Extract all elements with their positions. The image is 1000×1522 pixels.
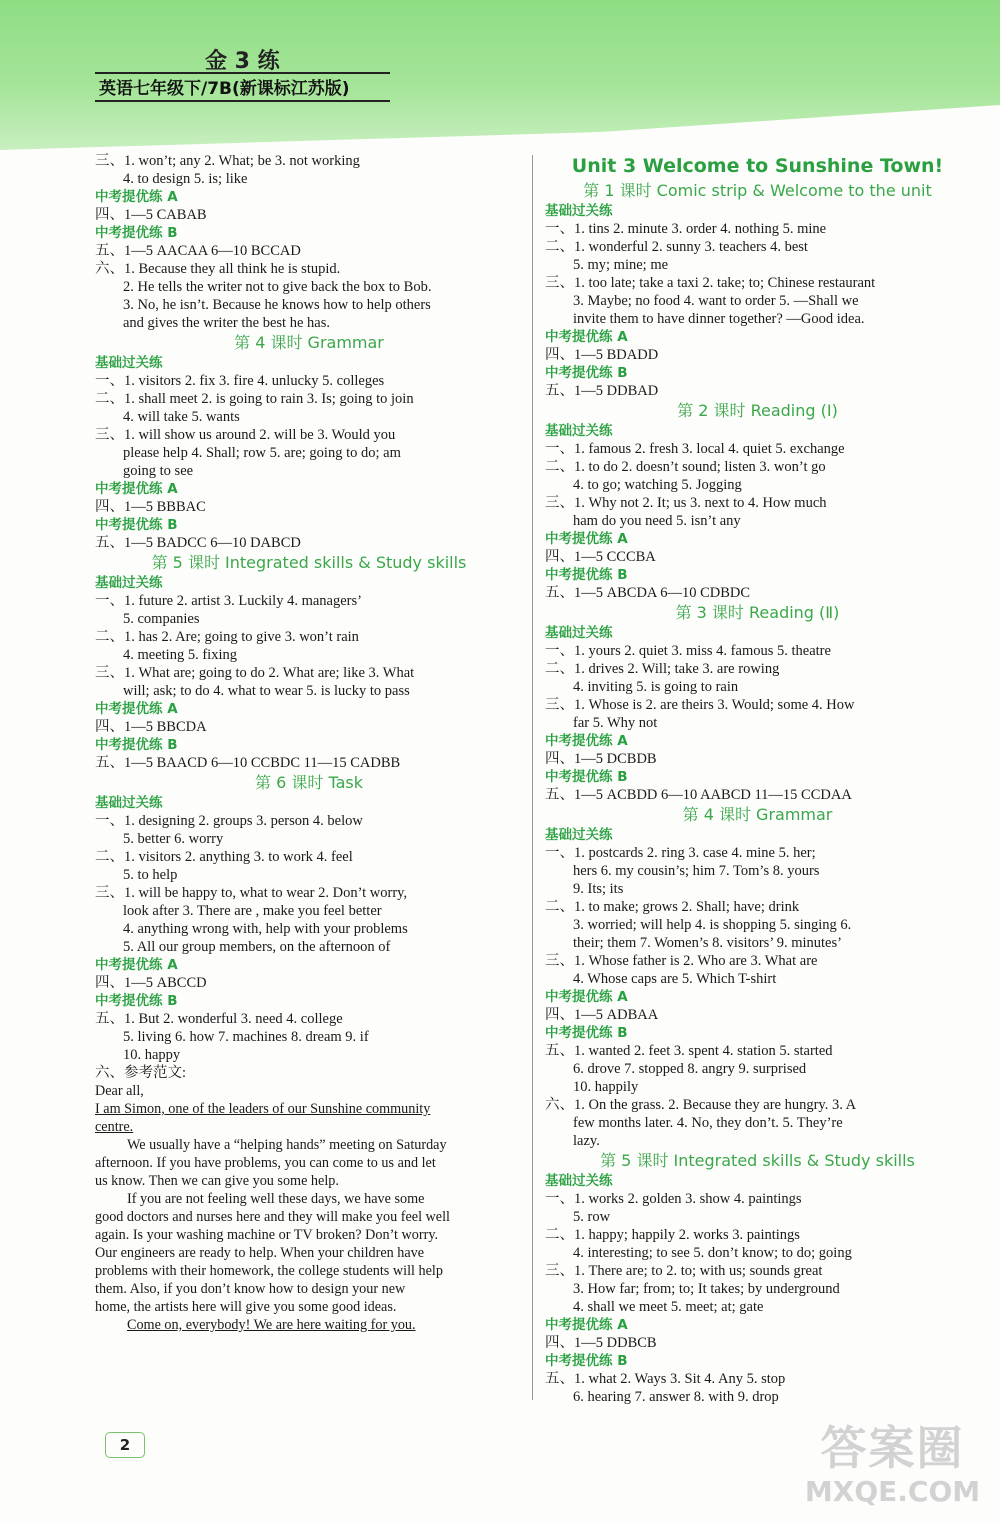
answer-line: 五、1. what 2. Ways 3. Sit 4. Any 5. stop bbox=[545, 1371, 786, 1387]
section-heading: 基础过关练 bbox=[545, 203, 613, 219]
answer-line: 三、1. Whose father is 2. Who are 3. What are bbox=[545, 953, 818, 969]
column-divider bbox=[532, 155, 533, 1400]
section-heading: 基础过关练 bbox=[95, 355, 163, 371]
essay-line: again. Is your washing machine or TV broken? Don’t worry. bbox=[95, 1227, 439, 1243]
answer-line: 二、1. shall meet 2. is going to rain 3. Is; going to join bbox=[95, 391, 414, 407]
section-heading: 中考提优练 B bbox=[545, 1025, 628, 1041]
lesson-title: 第 1 课时 Comic strip & Welcome to the unit bbox=[583, 181, 932, 200]
section-heading: 基础过关练 bbox=[545, 1173, 613, 1189]
answer-line: 三、1. won’t; any 2. What; be 3. not working bbox=[95, 153, 360, 169]
answer-line: 四、1—5 ADBAA bbox=[545, 1007, 659, 1023]
page-number: 2 bbox=[105, 1432, 145, 1458]
section-heading: 中考提优练 B bbox=[545, 769, 628, 785]
answer-line-continued: 5. better 6. worry bbox=[123, 831, 224, 847]
answer-line: 六、参考范文: bbox=[95, 1065, 187, 1081]
answer-line: 三、1. What are; going to do 2. What are; like 3. What bbox=[95, 665, 415, 681]
answer-line-continued: 9. Its; its bbox=[573, 881, 624, 897]
answer-line-continued: 4. anything wrong with, help with your problems bbox=[123, 921, 408, 937]
section-heading: 中考提优练 B bbox=[95, 993, 178, 1009]
section-heading: 基础过关练 bbox=[545, 827, 613, 843]
answer-line-continued: 4. to go; watching 5. Jogging bbox=[573, 477, 742, 493]
answer-line-continued: 4. Whose caps are 5. Which T-shirt bbox=[573, 971, 777, 987]
section-heading: 中考提优练 B bbox=[95, 517, 178, 533]
answer-line-continued: going to see bbox=[123, 463, 194, 479]
answer-line: 四、1—5 CABAB bbox=[95, 207, 207, 223]
essay-paragraph-start: If you are not feeling well these days, we have some bbox=[127, 1191, 425, 1207]
section-heading: 中考提优练 A bbox=[545, 531, 628, 547]
answer-line-continued: 5. companies bbox=[123, 611, 200, 627]
section-heading: 中考提优练 B bbox=[545, 365, 628, 381]
answer-line-continued: 4. interesting; to see 5. don’t know; to do; going bbox=[573, 1245, 852, 1261]
essay-line: Our engineers are ready to help. When your children have bbox=[95, 1245, 425, 1261]
section-heading: 中考提优练 A bbox=[545, 1317, 628, 1333]
answer-line: 五、1—5 AACAA 6—10 BCCAD bbox=[95, 243, 301, 259]
answer-line: 六、1. Because they all think he is stupid. bbox=[95, 261, 341, 277]
section-heading: 中考提优练 B bbox=[95, 225, 178, 241]
lesson-title: 第 4 课时 Grammar bbox=[682, 805, 833, 824]
left-column bbox=[95, 152, 523, 1334]
right-column bbox=[545, 152, 970, 1406]
section-heading: 中考提优练 B bbox=[95, 737, 178, 753]
watermark-url: MXQE.COM bbox=[804, 1475, 981, 1508]
answer-line: 五、1—5 BADCC 6—10 DABCD bbox=[95, 535, 301, 551]
answer-line: 一、1. works 2. golden 3. show 4. paintings bbox=[545, 1191, 802, 1207]
essay-line: afternoon. If you have problems, you can come to us and let bbox=[95, 1155, 436, 1171]
lesson-title: 第 2 课时 Reading (Ⅰ) bbox=[677, 401, 838, 420]
answer-line: 四、1—5 BBCDA bbox=[95, 719, 207, 735]
section-heading: 基础过关练 bbox=[545, 423, 613, 439]
book-subtitle: 英语七年级下/7B(新课标江苏版) bbox=[95, 72, 390, 102]
answer-line-continued: will; ask; to do 4. what to wear 5. is lucky to pass bbox=[123, 683, 410, 699]
answer-line-continued: and gives the writer the best he has. bbox=[123, 315, 330, 331]
answer-line: 一、1. visitors 2. fix 3. fire 4. unlucky 5. colleges bbox=[95, 373, 385, 389]
lesson-title: 第 4 课时 Grammar bbox=[234, 333, 384, 352]
essay-line: us know. Then we can give you some help. bbox=[95, 1173, 339, 1189]
answer-line: 三、1. Why not 2. It; us 3. next to 4. How much bbox=[545, 495, 827, 511]
section-heading: 中考提优练 A bbox=[545, 329, 628, 345]
answer-line-continued: 5. my; mine; me bbox=[573, 257, 669, 273]
answer-line-continued: 4. inviting 5. is going to rain bbox=[573, 679, 739, 695]
watermark-logo-text: 答案圈 bbox=[820, 1421, 965, 1475]
essay-paragraph-start: We usually have a “helping hands” meeting on Saturday bbox=[127, 1137, 447, 1153]
answer-line-continued: ham do you need 5. isn’t any bbox=[573, 513, 741, 529]
answer-line: 二、1. to make; grows 2. Shall; have; drink bbox=[545, 899, 800, 915]
lesson-title: 第 6 课时 Task bbox=[255, 773, 363, 792]
answer-line: 一、1. yours 2. quiet 3. miss 4. famous 5. theatre bbox=[545, 643, 831, 659]
essay-line-underlined: I am Simon, one of the leaders of our Sunshine community bbox=[95, 1101, 431, 1117]
answer-line-continued: 6. drove 7. stopped 8. angry 9. surprised bbox=[573, 1061, 807, 1077]
answer-line-continued: 5. row bbox=[573, 1209, 611, 1225]
essay-line: Dear all, bbox=[95, 1083, 144, 1099]
answer-line: 一、1. postcards 2. ring 3. case 4. mine 5. her; bbox=[545, 845, 816, 861]
answer-line-continued: 10. happily bbox=[573, 1079, 639, 1095]
answer-line: 三、1. will show us around 2. will be 3. Would you bbox=[95, 427, 396, 443]
answer-line: 四、1—5 DDBCB bbox=[545, 1335, 657, 1351]
answer-line-continued: 10. happy bbox=[123, 1047, 181, 1063]
essay-closing-line: Come on, everybody! We are here waiting for you. bbox=[127, 1317, 416, 1333]
lesson-title: 第 5 课时 Integrated skills & Study skills bbox=[151, 553, 467, 572]
answer-line: 一、1. tins 2. minute 3. order 4. nothing 5. mine bbox=[545, 221, 827, 237]
answer-line-continued: 5. living 6. how 7. machines 8. dream 9. if bbox=[123, 1029, 369, 1045]
answer-line-continued: 3. How far; from; to; It takes; by underground bbox=[573, 1281, 840, 1297]
answer-line: 四、1—5 CCCBA bbox=[545, 549, 656, 565]
answer-line: 一、1. famous 2. fresh 3. local 4. quiet 5. exchange bbox=[545, 441, 845, 457]
answer-line: 二、1. to do 2. doesn’t sound; listen 3. won’t go bbox=[545, 459, 826, 475]
answer-line: 四、1—5 BDADD bbox=[545, 347, 659, 363]
answer-line: 五、1. wanted 2. feet 3. spent 4. station 5. started bbox=[545, 1043, 833, 1059]
answer-line: 三、1. Whose is 2. are theirs 3. Would; some 4. How bbox=[545, 697, 855, 713]
answer-line: 三、1. will be happy to, what to wear 2. Don’t worry, bbox=[95, 885, 408, 901]
answer-line: 五、1. But 2. wonderful 3. need 4. college bbox=[95, 1011, 343, 1027]
brand-title: 金 3 练 bbox=[205, 49, 280, 74]
essay-line: home, the artists here will give you some good ideas. bbox=[95, 1299, 397, 1315]
section-heading: 基础过关练 bbox=[95, 575, 163, 591]
answer-line: 三、1. too late; take a taxi 2. take; to; Chinese restaurant bbox=[545, 275, 876, 291]
essay-line: good doctors and nurses here and they will make you feel well bbox=[95, 1209, 450, 1225]
answer-line-continued: 3. No, he isn’t. Because he knows how to help others bbox=[123, 297, 431, 313]
lesson-title: 第 5 课时 Integrated skills & Study skills bbox=[600, 1151, 915, 1170]
answer-line-continued: 6. hearing 7. answer 8. with 9. drop bbox=[573, 1389, 779, 1405]
watermark bbox=[800, 1420, 985, 1520]
section-heading: 中考提优练 A bbox=[545, 989, 628, 1005]
answer-line: 一、1. designing 2. groups 3. person 4. below bbox=[95, 813, 363, 829]
answer-line: 二、1. drives 2. Will; take 3. are rowing bbox=[545, 661, 780, 677]
answer-line: 四、1—5 BBBAC bbox=[95, 499, 206, 515]
answer-line-continued: 4. will take 5. wants bbox=[123, 409, 240, 425]
essay-line-underlined: centre. bbox=[95, 1119, 134, 1135]
section-heading: 基础过关练 bbox=[545, 625, 613, 641]
section-heading: 中考提优练 A bbox=[95, 957, 178, 973]
section-heading: 基础过关练 bbox=[95, 795, 163, 811]
section-heading: 中考提优练 A bbox=[95, 701, 178, 717]
answer-line: 五、1—5 ACBDD 6—10 AABCD 11—15 CCDAA bbox=[545, 787, 852, 803]
answer-line-continued: 2. He tells the writer not to give back the box to Bob. bbox=[123, 279, 432, 295]
essay-line: problems with their homework, the college students will help bbox=[95, 1263, 443, 1279]
section-heading: 中考提优练 A bbox=[545, 733, 628, 749]
answer-line: 五、1—5 DDBAD bbox=[545, 383, 659, 399]
section-heading: 中考提优练 A bbox=[95, 189, 178, 205]
answer-line: 二、1. visitors 2. anything 3. to work 4. feel bbox=[95, 849, 353, 865]
answer-line-continued: invite them to have dinner together? —Good idea. bbox=[573, 311, 865, 327]
answer-line-continued: 5. All our group members, on the afternoon of bbox=[123, 939, 391, 955]
essay-line: them. Also, if you don’t know how to design your new bbox=[95, 1281, 406, 1297]
answer-line: 五、1—5 BAACD 6—10 CCBDC 11—15 CADBB bbox=[95, 755, 401, 771]
answer-line-continued: lazy. bbox=[573, 1133, 600, 1149]
answer-line-continued: look after 3. There are , make you feel better bbox=[123, 903, 382, 919]
lesson-title: 第 3 课时 Reading (Ⅱ) bbox=[675, 603, 840, 622]
answer-line-continued: 4. shall we meet 5. meet; at; gate bbox=[573, 1299, 764, 1315]
answer-line: 二、1. happy; happily 2. works 3. paintings bbox=[545, 1227, 800, 1243]
answer-line: 四、1—5 DCBDB bbox=[545, 751, 657, 767]
answer-line-continued: 4. to design 5. is; like bbox=[123, 171, 248, 187]
answer-line: 三、1. There are; to 2. to; with us; sounds great bbox=[545, 1263, 823, 1279]
answer-line: 四、1—5 ABCCD bbox=[95, 975, 207, 991]
section-heading: 中考提优练 B bbox=[545, 1353, 628, 1369]
section-heading: 中考提优练 B bbox=[545, 567, 628, 583]
answer-line-continued: their; them 7. Women’s 8. visitors’ 9. minutes’ bbox=[573, 935, 842, 951]
answer-line-continued: please help 4. Shall; row 5. are; going to do; am bbox=[123, 445, 401, 461]
answer-line-continued: few months later. 4. No, they don’t. 5. They’re bbox=[573, 1115, 843, 1131]
answer-line-continued: 3. worried; will help 4. is shopping 5. singing 6. bbox=[573, 917, 852, 933]
answer-line: 二、1. wonderful 2. sunny 3. teachers 4. best bbox=[545, 239, 808, 255]
answer-line: 一、1. future 2. artist 3. Luckily 4. managers’ bbox=[95, 593, 362, 609]
answer-line-continued: 3. Maybe; no food 4. want to order 5. —Shall we bbox=[573, 293, 859, 309]
unit-title: Unit 3 Welcome to Sunshine Town! bbox=[571, 155, 944, 177]
answer-line-continued: 5. to help bbox=[123, 867, 178, 883]
answer-line-continued: hers 6. my cousin’s; him 7. Tom’s 8. yours bbox=[573, 863, 820, 879]
section-heading: 中考提优练 A bbox=[95, 481, 178, 497]
answer-line: 六、1. On the grass. 2. Because they are hungry. 3. A bbox=[545, 1097, 857, 1113]
answer-line-continued: 4. meeting 5. fixing bbox=[123, 647, 237, 663]
answer-line: 二、1. has 2. Are; going to give 3. won’t rain bbox=[95, 629, 359, 645]
answer-line: 五、1—5 ABCDA 6—10 CDBDC bbox=[545, 585, 751, 601]
answer-line-continued: far 5. Why not bbox=[573, 715, 658, 731]
